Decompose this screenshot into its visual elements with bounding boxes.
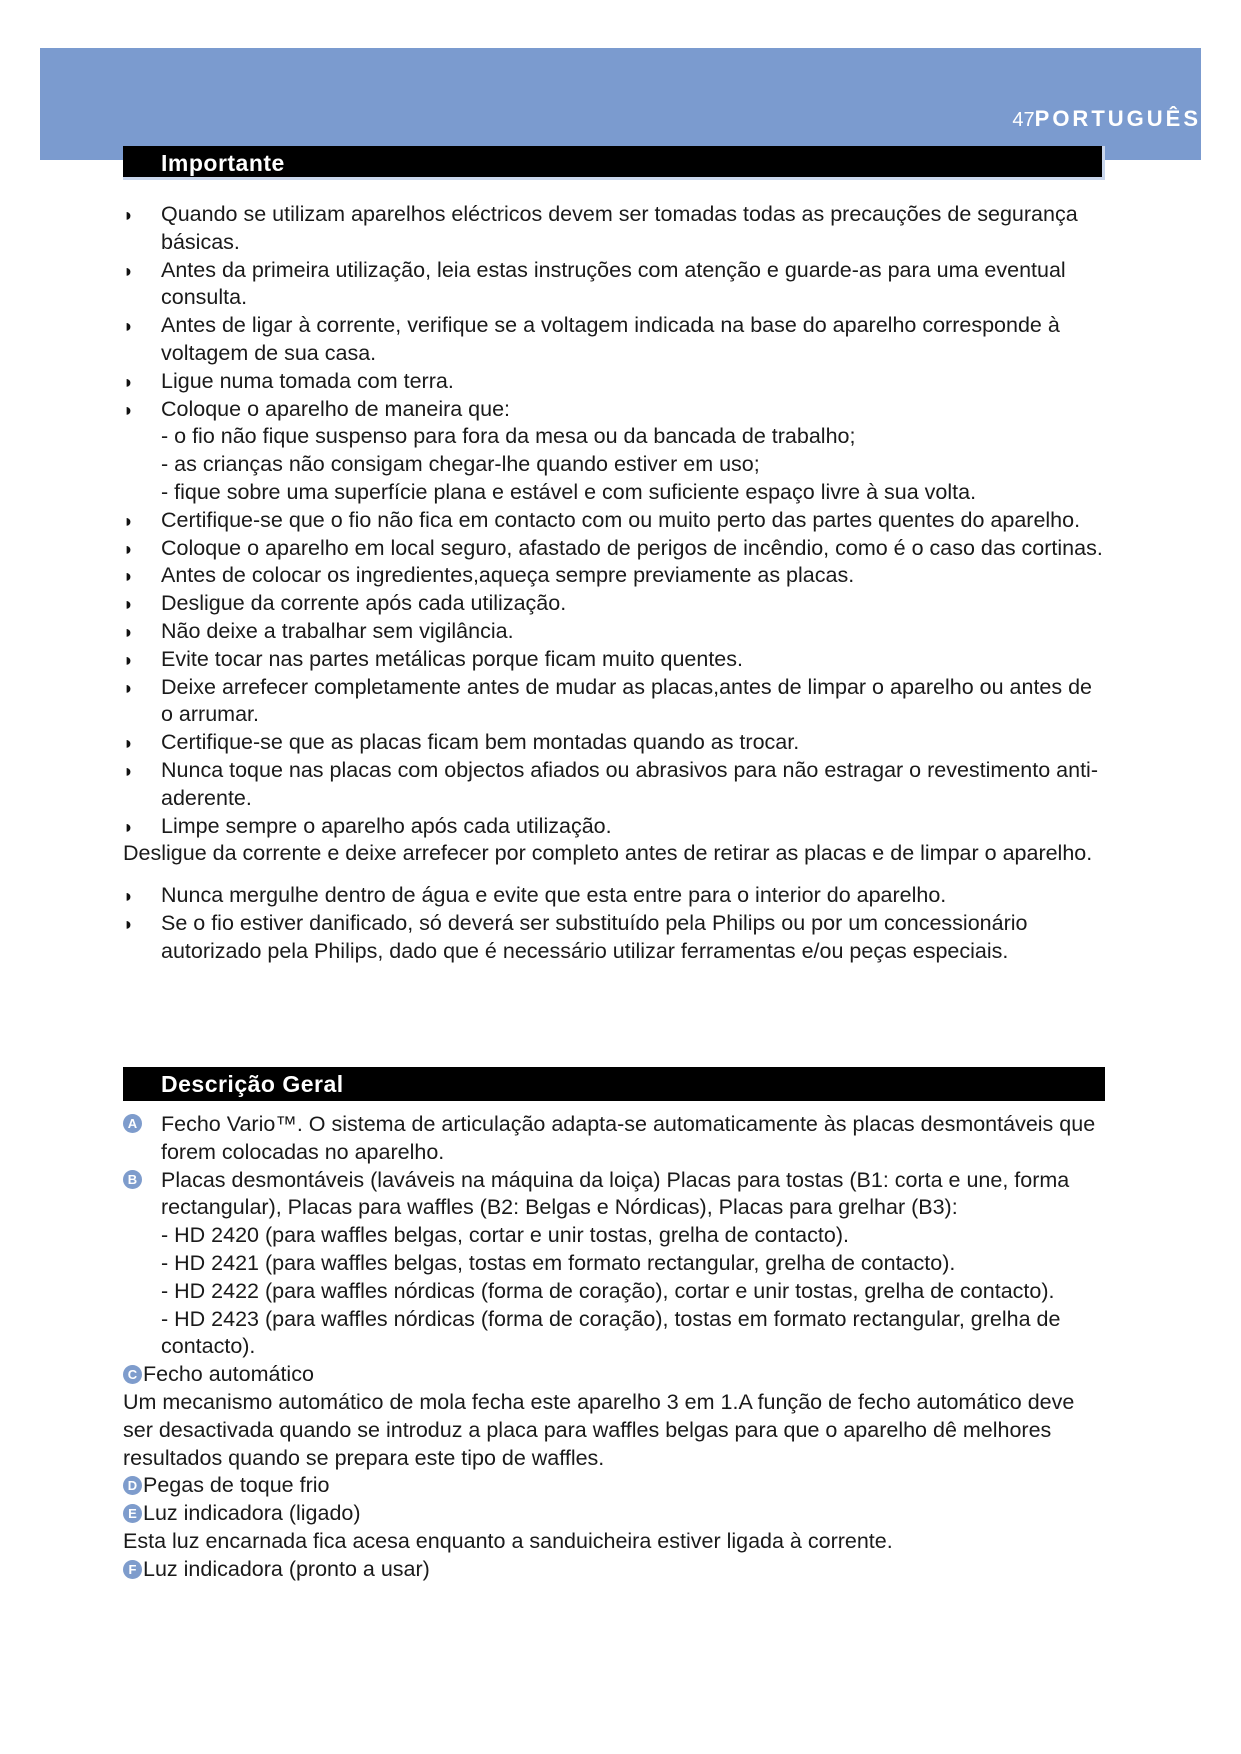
part-e <box>123 1500 1108 1528</box>
language-label: PORTUGUÊS <box>1034 106 1201 131</box>
list-item <box>123 646 1108 674</box>
list-item <box>123 396 1108 424</box>
section-title-importante: Importante <box>123 146 1105 180</box>
part-f-text: Luz indicadora (pronto a usar) <box>143 1556 430 1581</box>
part-b-text: Placas desmontáveis (laváveis na máquina da loiça) Placas para tostas (B1: corta e une, forma rectangular), Placas para waffles (B2: Belgas e Nórdicas), Placas para grelhar (B3): <box>161 1167 1070 1220</box>
part-f <box>123 1556 1108 1584</box>
bullet-icon: ◗ <box>123 566 134 587</box>
paragraph: Esta luz encarnada fica acesa enquanto a sanduicheira estiver ligada à corrente. <box>123 1528 893 1553</box>
list-item-text: Desligue da corrente após cada utilização. <box>161 591 567 616</box>
letter-d-icon: D <box>123 1476 142 1495</box>
bullet-icon: ◗ <box>123 760 134 781</box>
list-item-text: Não deixe a trabalhar sem vigilância. <box>161 618 514 643</box>
descricao-content <box>123 1111 1108 1584</box>
model-item: - HD 2420 (para waffles belgas, cortar e unir tostas, grelha de contacto). <box>161 1223 849 1248</box>
list-item-text: Nunca mergulhe dentro de água e evite que esta entre para o interior do aparelho. <box>161 883 947 908</box>
bullet-icon: ◗ <box>123 510 134 531</box>
list-item <box>123 368 1108 396</box>
list-item <box>123 813 1108 841</box>
bullet-icon: ◗ <box>123 621 134 642</box>
list-item <box>123 312 1108 368</box>
part-d-text: Pegas de toque frio <box>143 1473 330 1498</box>
list-item-text: Quando se utilizam aparelhos eléctricos devem ser tomadas todas as precauções de segurança básicas. <box>161 202 1078 254</box>
spacer <box>123 868 1108 882</box>
list-item <box>123 729 1108 757</box>
bullet-icon: ◗ <box>123 399 134 420</box>
bullet-icon: ◗ <box>123 733 134 754</box>
importante-content <box>123 201 1108 966</box>
header-band <box>40 48 1201 160</box>
paragraph: Desligue da corrente e deixe arrefecer por completo antes de retirar as placas e de limpar o aparelho. <box>123 841 1093 866</box>
list-item <box>123 674 1108 730</box>
sub-item: - o fio não fique suspenso para fora da mesa ou da bancada de trabalho; <box>161 424 856 449</box>
list-item <box>123 562 1108 590</box>
part-b <box>123 1167 1108 1223</box>
part-a <box>123 1111 1108 1167</box>
list-item <box>123 757 1108 813</box>
part-c <box>123 1361 1108 1389</box>
bullet-icon: ◗ <box>123 677 134 698</box>
part-e-text: Luz indicadora (ligado) <box>143 1501 361 1526</box>
list-item-text: Certifique-se que as placas ficam bem montadas quando as trocar. <box>161 730 800 755</box>
list-item <box>123 618 1108 646</box>
part-a-text: Fecho Vario™. O sistema de articulação adapta-se automaticamente às placas desmontáveis que forem colocadas no aparelho. <box>161 1112 1096 1164</box>
list-item <box>123 590 1108 618</box>
bullet-icon: ◗ <box>123 205 134 225</box>
list-item-text: Nunca toque nas placas com objectos afiados ou abrasivos para não estragar o revestimento anti-aderente. <box>161 757 1098 810</box>
list-item <box>123 910 1108 966</box>
letter-e-icon: E <box>123 1504 142 1523</box>
letter-b-icon: B <box>123 1170 142 1189</box>
list-item-text: Limpe sempre o aparelho após cada utilização. <box>161 813 612 838</box>
list-item <box>123 882 1108 910</box>
list-item-text: Antes de colocar os ingredientes,aqueça sempre previamente as placas. <box>161 563 855 588</box>
bullet-icon: ◗ <box>123 886 134 907</box>
bullet-icon: ◗ <box>123 538 134 559</box>
list-item-text: Se o fio estiver danificado, só deverá ser substituído pela Philips ou por um concessionário autorizado pela Philips, dado que é necessário utilizar ferramentas e/ou peças especiais. <box>161 910 1028 963</box>
section-title-descricao: Descrição Geral <box>123 1067 1105 1101</box>
list-item-text: Certifique-se que o fio não fica em contacto com ou muito perto das partes quentes do aparelho. <box>161 507 1081 532</box>
bullet-icon: ◗ <box>123 594 134 615</box>
bullet-icon: ◗ <box>123 649 134 670</box>
list-item-text: Antes de ligar à corrente, verifique se a voltagem indicada na base do aparelho corresponde à voltagem de sua casa. <box>161 313 1060 365</box>
sub-item: - fique sobre uma superfície plana e estável e com suficiente espaço livre à sua volta. <box>161 479 977 504</box>
paragraph: Um mecanismo automático de mola fecha este aparelho 3 em 1.A função de fecho automático deve ser desactivada quando se introduz a placa para waffles belgas para que o aparelho dê melhores resultados quando se prepara este tipo de waffles. <box>123 1389 1075 1470</box>
sub-item: - as crianças não consigam chegar-lhe quando estiver em uso; <box>161 452 760 477</box>
page-number: 47 <box>1012 109 1035 131</box>
letter-f-icon: F <box>123 1560 142 1579</box>
model-item: - HD 2423 (para waffles nórdicas (forma de coração), tostas em formato rectangular, grelha de contacto). <box>161 1306 1061 1359</box>
list-item-text: Coloque o aparelho em local seguro, afastado de perigos de incêndio, como é o caso das cortinas. <box>161 535 1103 560</box>
list-item <box>123 507 1108 535</box>
bullet-icon: ◗ <box>123 816 134 837</box>
bullet-icon: ◗ <box>123 316 134 337</box>
list-item-text: Antes da primeira utilização, leia estas instruções com atenção e guarde-as para uma eventual consulta. <box>161 257 1066 310</box>
list-item-text: Evite tocar nas partes metálicas porque ficam muito quentes. <box>161 646 743 671</box>
bullet-icon: ◗ <box>123 260 134 281</box>
bullet-icon: ◗ <box>123 371 134 392</box>
list-item-text: Coloque o aparelho de maneira que: <box>161 396 511 421</box>
letter-c-icon: C <box>123 1365 142 1384</box>
part-d <box>123 1472 1108 1500</box>
list-item <box>123 257 1108 313</box>
list-item-text: Ligue numa tomada com terra. <box>161 368 454 393</box>
page-label <box>1012 106 1201 132</box>
model-item: - HD 2422 (para waffles nórdicas (forma de coração), cortar e unir tostas, grelha de contacto). <box>161 1278 1055 1303</box>
part-c-text: Fecho automático <box>143 1362 314 1387</box>
bullet-icon: ◗ <box>123 913 134 934</box>
list-item <box>123 535 1108 563</box>
list-item-text: Deixe arrefecer completamente antes de mudar as placas,antes de limpar o aparelho ou antes de o arrumar. <box>161 674 1093 727</box>
model-item: - HD 2421 (para waffles belgas, tostas em formato rectangular, grelha de contacto). <box>161 1250 956 1275</box>
letter-a-icon: A <box>123 1114 142 1133</box>
list-item <box>123 201 1108 257</box>
